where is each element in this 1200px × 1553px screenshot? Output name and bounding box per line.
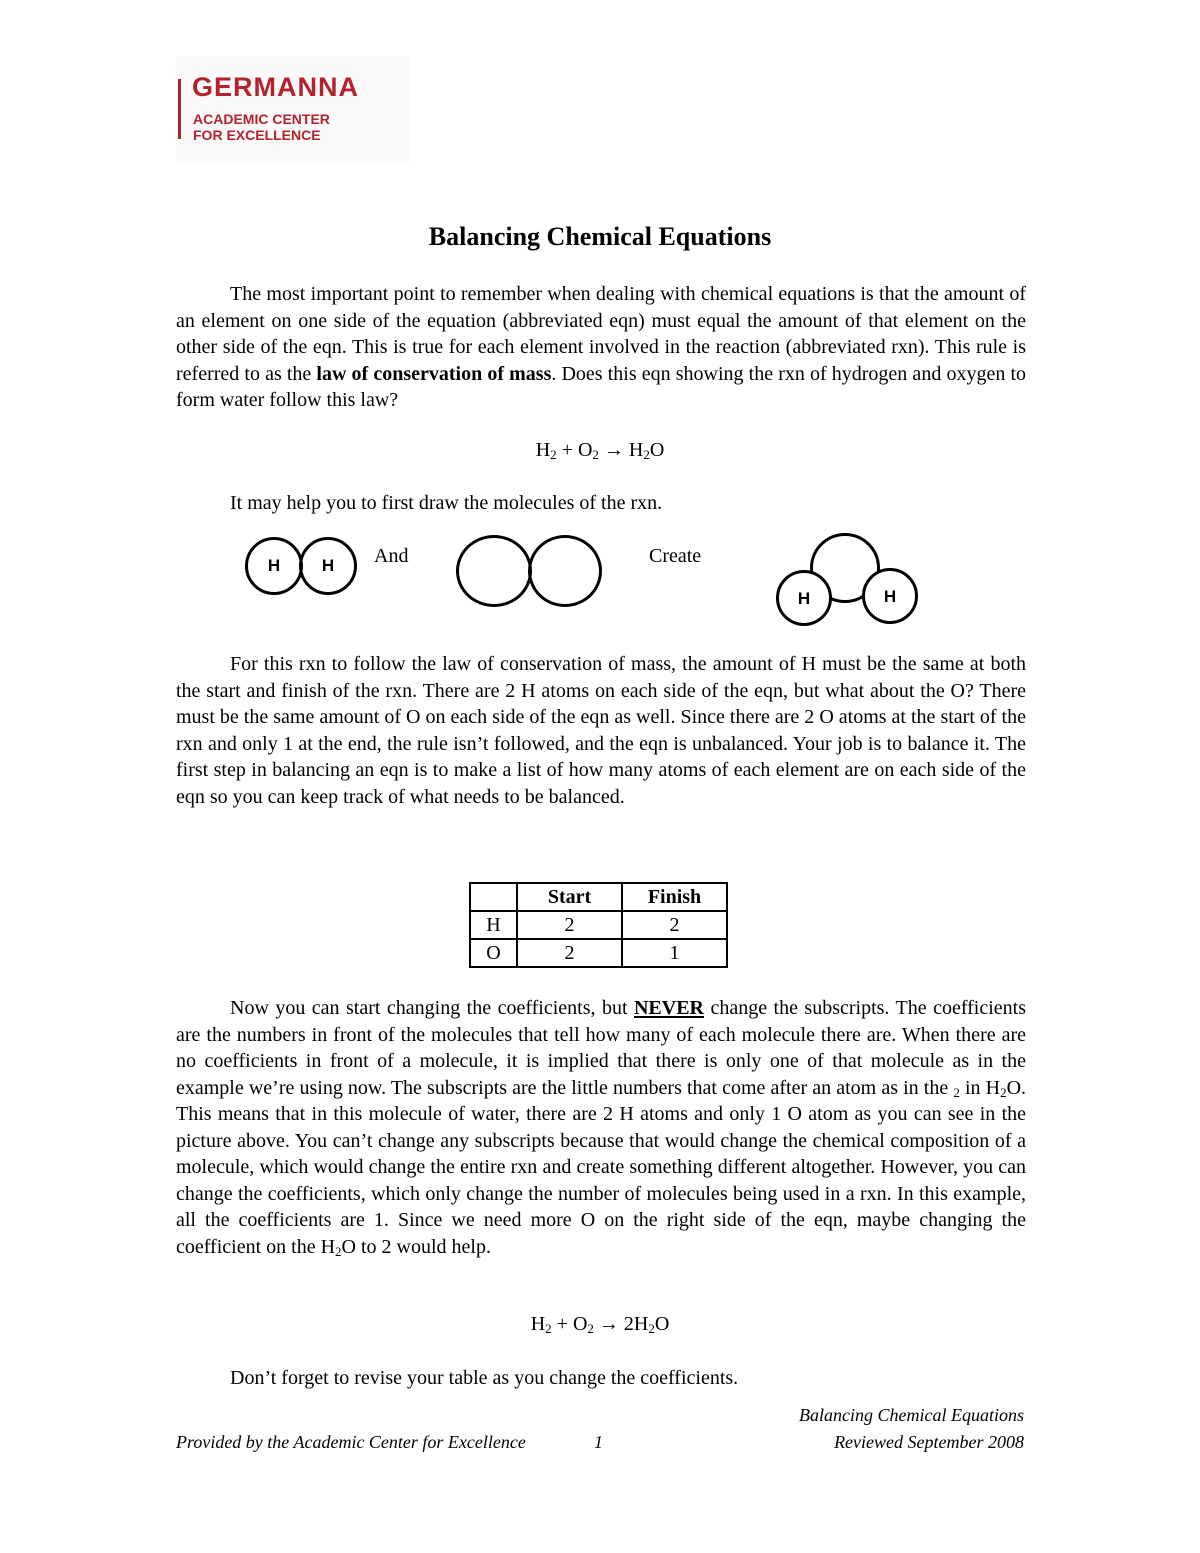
coef-sub-example: 2 bbox=[953, 1084, 960, 1100]
footer-provider: Provided by the Academic Center for Excellence bbox=[176, 1432, 526, 1452]
eq1-arrow: → bbox=[598, 439, 629, 461]
intro-paragraph bbox=[176, 281, 1026, 414]
hydrogen-atom-label: H bbox=[321, 556, 335, 575]
eq1-h: H bbox=[535, 439, 551, 461]
eq2-o-sub: 2 bbox=[587, 1321, 594, 1336]
diagram-and-label: And bbox=[374, 545, 409, 567]
draw-hint: It may help you to first draw the molecules of the rxn. bbox=[230, 492, 663, 514]
never-emphasis: NEVER bbox=[633, 997, 704, 1019]
intro-text-2: . Does this eqn showing the rxn of hydrogen and oxygen to form water follow this law? bbox=[176, 362, 1026, 411]
oxygen-atom-circle bbox=[528, 535, 602, 607]
conservation-paragraph-text: For this rxn to follow the law of conservation of mass, the amount of H must be the same at both the start and finish of the rxn. There are 2 H atoms on each side of the eqn, but what about the O? There must be the same amount of O on each side of the eqn as well. Since there are 2 O atoms at the start of the rxn and only 1 at the end, the rule isn’t followed, and the eqn is unbalanced. Your job is to balance it. The first step in balancing an eqn is to make a list of how many atoms of each element are on each side of the eqn so you can keep track of what needs to be balanced. bbox=[176, 653, 1026, 808]
table-cell: 2 bbox=[622, 911, 727, 939]
eq1-product-o: O bbox=[649, 439, 665, 461]
logo-accent-bar bbox=[178, 79, 181, 139]
atom-count-table bbox=[469, 882, 728, 968]
table-header-row bbox=[470, 883, 727, 911]
coef-sub-c: 2 bbox=[1000, 1084, 1007, 1100]
equation-revised bbox=[0, 1313, 1200, 1336]
eq1-o: O bbox=[577, 439, 593, 461]
equation-unbalanced bbox=[0, 439, 1200, 462]
table-cell: H bbox=[470, 911, 517, 939]
eq2-o: O bbox=[572, 1313, 588, 1335]
diagram-create-label: Create bbox=[649, 545, 702, 567]
coef-text-d: O. This means that in this molecule of water, there are 2 H atoms and only 1 O atom as you can see in the picture above. You can’t change any subscripts because that would change the chemical composition of a molecule, which would change the entire rxn and create something different altogether. However, you can change the coefficients, which only change the number of molecules being used in a rxn. In this example, all the coefficients are 1. Since we need more O on the right side of the eqn, maybe changing the coefficient on the H bbox=[176, 1076, 1027, 1258]
table-header-cell bbox=[470, 883, 517, 911]
eq2-product-h: 2H bbox=[623, 1313, 649, 1335]
intro-text-1: The most important point to remember when dealing with chemical equations is that the amount of an element on one side of the equation (abbreviated eqn) must equal the amount of that element on the other side of the eqn. This is true for each element involved in the reaction (abbreviated rxn). This rule is referred to as the bbox=[176, 283, 1026, 385]
table-cell: 2 bbox=[517, 911, 622, 939]
table-row bbox=[470, 911, 727, 939]
eq1-product-h: H bbox=[628, 439, 644, 461]
hydrogen-atom-label: H bbox=[267, 556, 281, 575]
eq1-product-sub: 2 bbox=[643, 447, 650, 462]
eq1-o-sub: 2 bbox=[592, 447, 599, 462]
eq2-h: H bbox=[530, 1313, 546, 1335]
footer-page-number: 1 bbox=[594, 1432, 603, 1452]
table-header-cell: Start bbox=[517, 883, 622, 911]
logo-subtitle-line2: FOR EXCELLENCE bbox=[193, 127, 321, 143]
coef-text-b: change the subscripts. The coefficients are the numbers in front of the molecules that tell how many of each molecule there are. When there are no coefficients in front of a molecule, it is implied that there is only one of that molecule as in the example we’re using now. The subscripts are the little numbers that come after an atom as in the bbox=[176, 997, 1026, 1099]
footer-doc-title: Balancing Chemical Equations bbox=[799, 1405, 1024, 1425]
hydrogen-atom-label: H bbox=[797, 589, 811, 608]
germanna-logo bbox=[176, 56, 410, 164]
logo-subtitle-line1: ACADEMIC CENTER bbox=[193, 111, 330, 127]
table-cell: 2 bbox=[517, 939, 622, 967]
conservation-paragraph bbox=[176, 651, 1026, 810]
eq2-arrow: → bbox=[593, 1313, 624, 1335]
eq1-plus: + bbox=[556, 439, 578, 461]
coefficients-paragraph bbox=[176, 995, 1026, 1260]
page-title: Balancing Chemical Equations bbox=[428, 222, 772, 251]
eq2-product-sub: 2 bbox=[648, 1321, 655, 1336]
footer-review-date: Reviewed September 2008 bbox=[834, 1432, 1024, 1452]
eq1-h-sub: 2 bbox=[550, 447, 557, 462]
table-row bbox=[470, 939, 727, 967]
eq2-h-sub: 2 bbox=[545, 1321, 552, 1336]
eq2-product-o: O bbox=[654, 1313, 670, 1335]
coef-text-e: O to 2 would help. bbox=[341, 1235, 491, 1258]
oxygen-atom-circle bbox=[456, 535, 532, 607]
revise-hint: Don’t forget to revise your table as you change the coefficients. bbox=[230, 1367, 739, 1389]
table-header-cell: Finish bbox=[622, 883, 727, 911]
table-cell: 1 bbox=[622, 939, 727, 967]
coef-text-a: Now you can start changing the coefficients, but bbox=[230, 997, 634, 1019]
law-term: law of conservation of mass bbox=[316, 362, 552, 385]
eq2-plus: + bbox=[551, 1313, 573, 1335]
table-cell: O bbox=[470, 939, 517, 967]
coef-text-c: in H bbox=[959, 1076, 1001, 1099]
logo-name: GERMANNA bbox=[192, 72, 359, 102]
coef-sub-e: 2 bbox=[335, 1243, 342, 1259]
hydrogen-atom-label: H bbox=[883, 587, 897, 606]
